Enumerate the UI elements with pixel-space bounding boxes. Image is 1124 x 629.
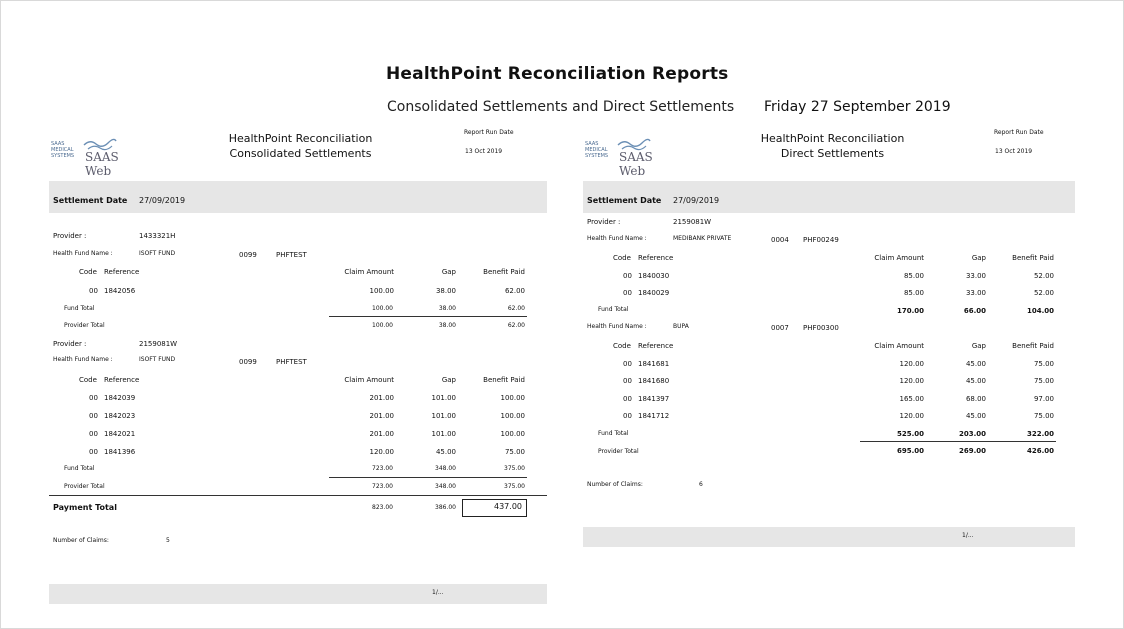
- fund-total-label: Fund Total: [64, 305, 95, 312]
- row-benefit: 100.00: [500, 412, 525, 420]
- row-reference: 1841680: [638, 377, 670, 385]
- row-claim: 120.00: [899, 377, 924, 385]
- fund-label: Health Fund Name :: [53, 356, 113, 363]
- fund-total-benefit: 375.00: [504, 465, 525, 472]
- col-gap: Gap: [971, 342, 986, 350]
- claims-count-label: Number of Claims:: [53, 537, 109, 544]
- report-title-line: HealthPoint Reconciliation: [228, 132, 373, 145]
- col-code: Code: [79, 376, 97, 384]
- total-rule: [860, 441, 1056, 442]
- fund-code: 0004: [771, 236, 789, 244]
- row-reference: 1842021: [104, 430, 136, 438]
- provider-total-claim: 100.00: [372, 322, 393, 329]
- page-number: 1/...: [432, 589, 444, 596]
- row-benefit: 75.00: [1033, 412, 1054, 420]
- logo-name: SAAS Web: [85, 150, 119, 178]
- settlement-date-label: Settlement Date: [587, 196, 662, 205]
- payment-total-gap: 386.00: [435, 504, 456, 511]
- col-code: Code: [79, 268, 97, 276]
- col-reference: Reference: [104, 376, 140, 384]
- row-claim: 120.00: [899, 412, 924, 420]
- row-reference: 1841396: [104, 448, 136, 456]
- provider-total-claim: 695.00: [896, 447, 924, 455]
- provider-label: Provider :: [53, 340, 87, 348]
- provider-number: 2159081W: [139, 340, 178, 348]
- row-reference: 1841712: [638, 412, 670, 420]
- run-date-value: 13 Oct 2019: [465, 148, 503, 155]
- col-benefit-paid: Benefit Paid: [483, 268, 525, 276]
- col-reference: Reference: [104, 268, 140, 276]
- claims-count: 5: [166, 537, 170, 544]
- provider-label: Provider :: [587, 218, 621, 226]
- logo-text-line: SAAS: [585, 141, 599, 147]
- provider-total-gap: 348.00: [435, 483, 456, 490]
- fund-total-claim: 723.00: [372, 465, 393, 472]
- logo-text-line: SAAS: [51, 141, 65, 147]
- run-date-label: Report Run Date: [994, 129, 1044, 136]
- run-date-label: Report Run Date: [464, 129, 514, 136]
- fund-total-gap: 38.00: [438, 305, 456, 312]
- row-benefit: 52.00: [1033, 289, 1054, 297]
- total-rule: [329, 316, 527, 317]
- col-gap: Gap: [441, 376, 456, 384]
- settlement-date-label: Settlement Date: [53, 196, 128, 205]
- provider-total-label: Provider Total: [598, 448, 639, 455]
- row-benefit: 52.00: [1033, 272, 1054, 280]
- page-number: 1/...: [962, 532, 974, 539]
- row-reference: 1841681: [638, 360, 670, 368]
- report-title-line: HealthPoint Reconciliation: [760, 132, 905, 145]
- row-benefit: 100.00: [500, 394, 525, 402]
- fund-ref: PHFTEST: [276, 251, 307, 259]
- row-gap: 45.00: [965, 360, 986, 368]
- row-gap: 68.00: [965, 395, 986, 403]
- row-claim: 201.00: [369, 430, 394, 438]
- row-gap: 38.00: [435, 287, 456, 295]
- claims-count: 6: [699, 481, 703, 488]
- fund-ref: PHFTEST: [276, 358, 307, 366]
- col-claim-amount: Claim Amount: [874, 254, 924, 262]
- logo-text-line: SYSTEMS: [51, 153, 75, 159]
- row-benefit: 100.00: [500, 430, 525, 438]
- run-date-value: 13 Oct 2019: [995, 148, 1033, 155]
- row-claim: 120.00: [899, 360, 924, 368]
- fund-total-benefit: 104.00: [1026, 307, 1054, 315]
- fund-total-label: Fund Total: [598, 430, 629, 437]
- fund-name: BUPA: [673, 323, 689, 330]
- provider-number: 1433321H: [139, 232, 176, 240]
- row-gap: 45.00: [435, 448, 456, 456]
- page-title: HealthPoint Reconciliation Reports: [386, 64, 729, 84]
- fund-total-label: Fund Total: [598, 306, 629, 313]
- row-code: 00: [623, 395, 632, 403]
- claims-count-label: Number of Claims:: [587, 481, 643, 488]
- provider-total-gap: 38.00: [438, 322, 456, 329]
- row-gap: 33.00: [965, 289, 986, 297]
- row-code: 00: [89, 448, 98, 456]
- col-reference: Reference: [638, 254, 674, 262]
- col-benefit-paid: Benefit Paid: [483, 376, 525, 384]
- provider-total-benefit: 426.00: [1026, 447, 1054, 455]
- row-reference: 1842056: [104, 287, 136, 295]
- row-code: 00: [623, 412, 632, 420]
- row-gap: 45.00: [965, 377, 986, 385]
- row-code: 00: [623, 360, 632, 368]
- fund-code: 0099: [239, 358, 257, 366]
- fund-ref: PHF00300: [803, 324, 839, 332]
- page-footer-band: [49, 584, 547, 604]
- payment-total-label: Payment Total: [53, 503, 117, 512]
- row-reference: 1840030: [638, 272, 670, 280]
- row-benefit: 62.00: [504, 287, 525, 295]
- total-rule: [329, 477, 527, 478]
- fund-label: Health Fund Name :: [587, 323, 647, 330]
- fund-total-claim: 525.00: [896, 430, 924, 438]
- provider-total-gap: 269.00: [958, 447, 986, 455]
- fund-total-gap: 66.00: [963, 307, 986, 315]
- provider-label: Provider :: [53, 232, 87, 240]
- row-code: 00: [623, 272, 632, 280]
- fund-total-label: Fund Total: [64, 465, 95, 472]
- provider-total-label: Provider Total: [64, 322, 105, 329]
- saas-logo-right: [583, 137, 681, 178]
- payment-total-benefit: 437.00: [494, 502, 522, 511]
- provider-total-benefit: 62.00: [507, 322, 525, 329]
- right-report-title: [750, 131, 915, 161]
- fund-label: Health Fund Name :: [587, 235, 647, 242]
- fund-name: ISOFT FUND: [139, 356, 176, 363]
- report-title-line: Consolidated Settlements: [229, 147, 372, 160]
- logo-text-line: SYSTEMS: [585, 153, 609, 159]
- page-subtitle: Consolidated Settlements and Direct Settlements: [387, 99, 735, 115]
- row-claim: 85.00: [903, 289, 924, 297]
- col-gap: Gap: [441, 268, 456, 276]
- fund-name: ISOFT FUND: [139, 250, 176, 257]
- col-claim-amount: Claim Amount: [344, 376, 394, 384]
- col-claim-amount: Claim Amount: [344, 268, 394, 276]
- row-claim: 201.00: [369, 412, 394, 420]
- row-code: 00: [89, 430, 98, 438]
- fund-code: 0007: [771, 324, 789, 332]
- fund-total-claim: 170.00: [896, 307, 924, 315]
- col-gap: Gap: [971, 254, 986, 262]
- logo-text-line: MEDICAL: [585, 147, 608, 153]
- col-code: Code: [613, 342, 631, 350]
- row-reference: 1840029: [638, 289, 670, 297]
- row-claim: 165.00: [899, 395, 924, 403]
- provider-total-label: Provider Total: [64, 483, 105, 490]
- fund-total-gap: 348.00: [435, 465, 456, 472]
- row-benefit: 75.00: [1033, 360, 1054, 368]
- page-footer-band: [583, 527, 1075, 547]
- row-code: 00: [623, 377, 632, 385]
- row-gap: 45.00: [965, 412, 986, 420]
- col-benefit-paid: Benefit Paid: [1012, 342, 1054, 350]
- row-claim: 100.00: [369, 287, 394, 295]
- row-reference: 1842039: [104, 394, 136, 402]
- wave-logo-icon: [82, 137, 118, 151]
- row-code: 00: [89, 287, 98, 295]
- wave-logo-icon: [616, 137, 652, 151]
- row-gap: 101.00: [431, 412, 456, 420]
- logo-text-line: MEDICAL: [51, 147, 74, 153]
- col-reference: Reference: [638, 342, 674, 350]
- fund-total-gap: 203.00: [958, 430, 986, 438]
- settlement-date-value: 27/09/2019: [673, 196, 720, 205]
- payment-total-claim: 823.00: [372, 504, 393, 511]
- row-reference: 1842023: [104, 412, 136, 420]
- row-benefit: 75.00: [504, 448, 525, 456]
- row-claim: 201.00: [369, 394, 394, 402]
- report-date: Friday 27 September 2019: [764, 99, 951, 115]
- col-code: Code: [613, 254, 631, 262]
- fund-name: MEDIBANK PRIVATE: [673, 235, 732, 242]
- col-benefit-paid: Benefit Paid: [1012, 254, 1054, 262]
- col-claim-amount: Claim Amount: [874, 342, 924, 350]
- row-code: 00: [89, 394, 98, 402]
- payment-total-rule: [49, 495, 547, 496]
- row-benefit: 75.00: [1033, 377, 1054, 385]
- row-claim: 85.00: [903, 272, 924, 280]
- row-code: 00: [89, 412, 98, 420]
- row-claim: 120.00: [369, 448, 394, 456]
- saas-logo-left: [49, 137, 147, 178]
- provider-total-benefit: 375.00: [504, 483, 525, 490]
- logo-name: SAAS Web: [619, 150, 653, 178]
- settlement-date-value: 27/09/2019: [139, 196, 186, 205]
- row-gap: 101.00: [431, 430, 456, 438]
- fund-total-benefit: 62.00: [507, 305, 525, 312]
- left-report-title: [218, 131, 383, 161]
- fund-label: Health Fund Name :: [53, 250, 113, 257]
- provider-total-claim: 723.00: [372, 483, 393, 490]
- row-code: 00: [623, 289, 632, 297]
- fund-ref: PHF00249: [803, 236, 839, 244]
- provider-number: 2159081W: [673, 218, 712, 226]
- row-benefit: 97.00: [1033, 395, 1054, 403]
- report-title-line: Direct Settlements: [780, 147, 885, 160]
- fund-total-benefit: 322.00: [1026, 430, 1054, 438]
- row-gap: 33.00: [965, 272, 986, 280]
- row-reference: 1841397: [638, 395, 670, 403]
- fund-total-claim: 100.00: [372, 305, 393, 312]
- row-gap: 101.00: [431, 394, 456, 402]
- fund-code: 0099: [239, 251, 257, 259]
